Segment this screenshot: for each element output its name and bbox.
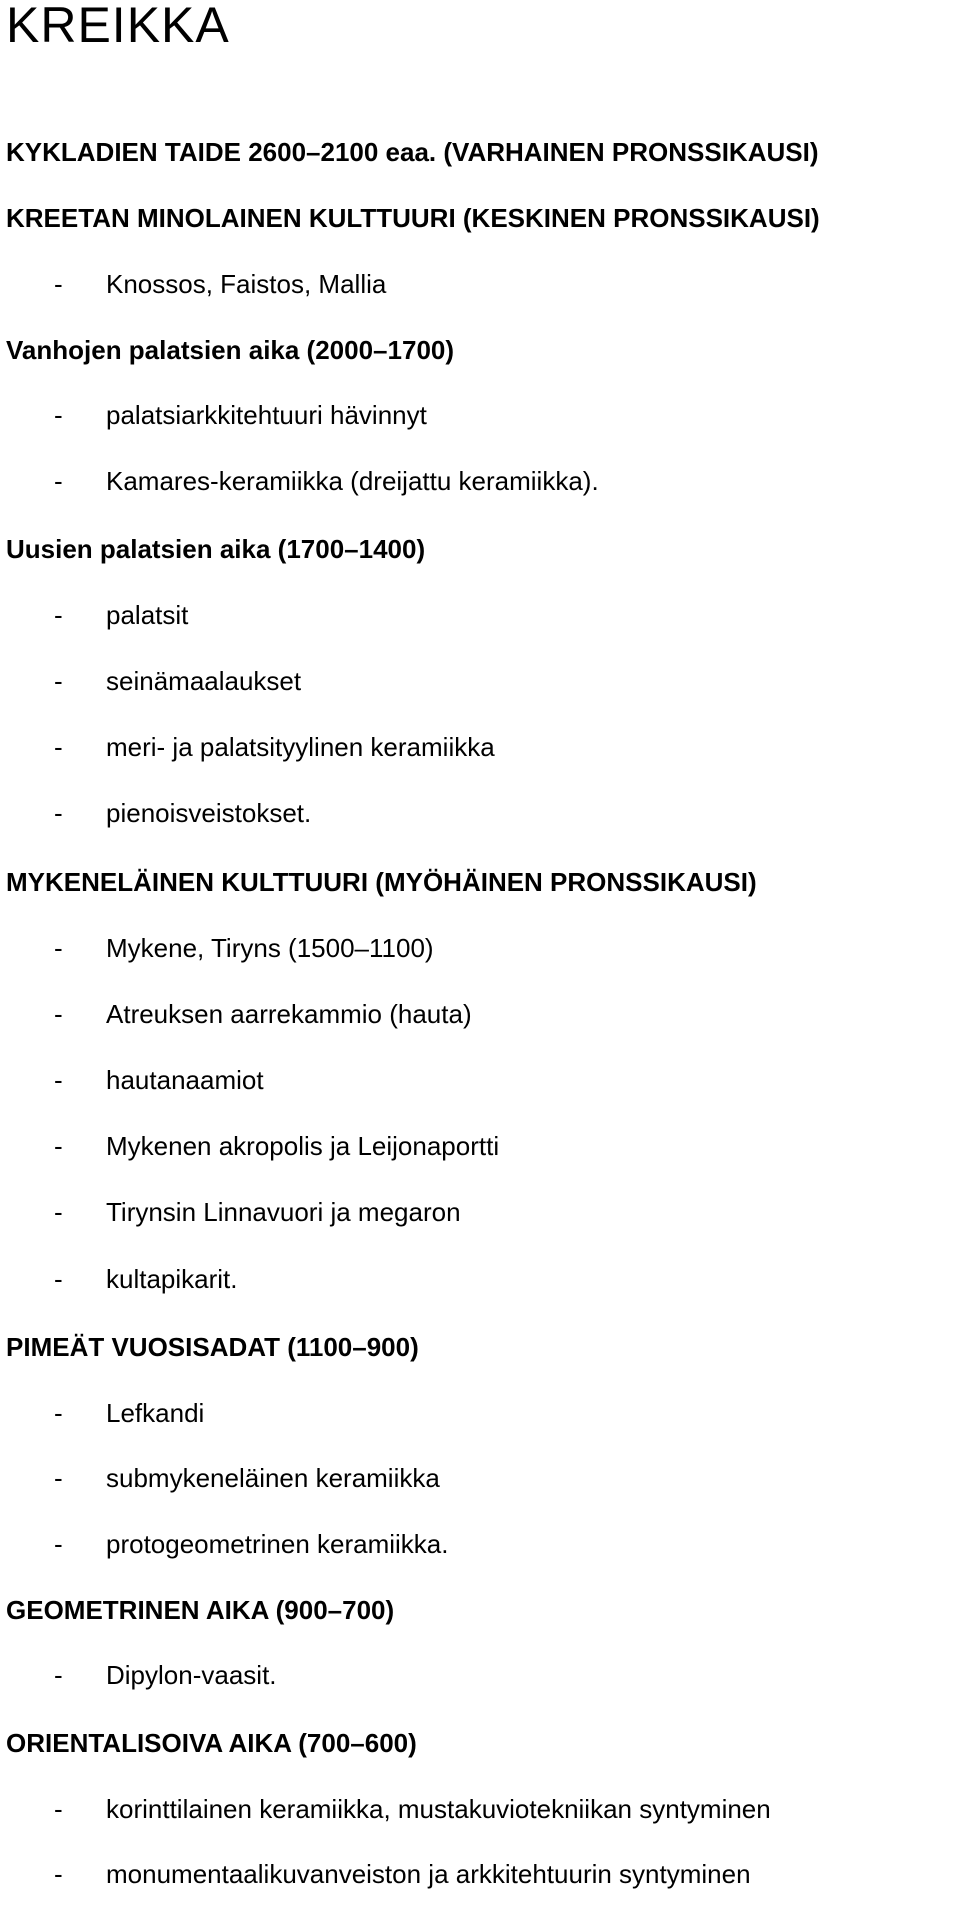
- list-dash: -: [54, 1197, 63, 1227]
- list-dash: -: [54, 732, 63, 762]
- list-dash: -: [54, 1264, 63, 1294]
- list-dash: -: [54, 1463, 63, 1493]
- list-item: [6, 1524, 449, 1564]
- list-dash: -: [54, 1529, 63, 1559]
- list-item-text: palatsit: [106, 600, 189, 630]
- list-item-text: protogeometrinen keramiikka.: [106, 1529, 449, 1559]
- list-dash: -: [54, 1859, 63, 1889]
- list-dash: -: [54, 1065, 63, 1095]
- list-item: [6, 1458, 440, 1498]
- list-item: [6, 395, 427, 435]
- list-item: [6, 1259, 238, 1299]
- list-item: [6, 994, 472, 1034]
- list-item: [6, 928, 434, 968]
- list-dash: -: [54, 1398, 63, 1428]
- list-item-text: seinämaalaukset: [106, 666, 302, 696]
- list-dash: -: [54, 666, 63, 696]
- list-item: [6, 595, 188, 635]
- list-item-text: Mykene, Tiryns (1500–1100): [106, 933, 434, 963]
- list-item-text: Knossos, Faistos, Mallia: [106, 269, 387, 299]
- list-item: [6, 461, 599, 501]
- list-item: [6, 793, 311, 833]
- list-item-text: palatsiarkkitehtuuri hävinnyt: [106, 400, 427, 430]
- list-item-text: Mykenen akropolis ja Leijonaportti: [106, 1131, 500, 1161]
- list-item: [6, 1126, 499, 1166]
- list-item: [6, 727, 495, 767]
- list-item: [6, 1789, 771, 1829]
- list-item: [6, 264, 386, 304]
- document-title: KREIKKA: [6, 0, 230, 53]
- list-item-text: Lefkandi: [106, 1398, 205, 1428]
- list-item: [6, 661, 301, 701]
- list-item: [6, 1854, 751, 1894]
- list-item-text: korinttilainen keramiikka, mustakuviotekniikan syntyminen: [106, 1794, 771, 1824]
- list-item-text: pienoisveistokset.: [106, 798, 312, 828]
- list-dash: -: [54, 1660, 63, 1690]
- list-dash: -: [54, 933, 63, 963]
- list-item-text: kultapikarit.: [106, 1264, 238, 1294]
- section-heading: Vanhojen palatsien aika (2000–1700): [6, 335, 455, 365]
- list-dash: -: [54, 600, 63, 630]
- section-heading: ORIENTALISOIVA AIKA (700–600): [6, 1728, 417, 1758]
- list-item: [6, 1192, 461, 1232]
- list-item: [6, 1393, 204, 1433]
- list-dash: -: [54, 1131, 63, 1161]
- list-dash: -: [54, 798, 63, 828]
- list-item-text: Atreuksen aarrekammio (hauta): [106, 999, 472, 1029]
- list-item-text: submykeneläinen keramiikka: [106, 1463, 440, 1493]
- section-heading: PIMEÄT VUOSISADAT (1100–900): [6, 1332, 419, 1362]
- list-dash: -: [54, 999, 63, 1029]
- list-dash: -: [54, 400, 63, 430]
- list-item-text: hautanaamiot: [106, 1065, 264, 1095]
- list-item-text: Kamares-keramiikka (dreijattu keramiikka).: [106, 466, 599, 496]
- section-heading: KREETAN MINOLAINEN KULTTUURI (KESKINEN PRONSSIKAUSI): [6, 203, 820, 233]
- list-dash: -: [54, 269, 63, 299]
- list-item-text: Dipylon-vaasit.: [106, 1660, 277, 1690]
- section-heading: Uusien palatsien aika (1700–1400): [6, 534, 426, 564]
- list-item-text: meri- ja palatsityylinen keramiikka: [106, 732, 495, 762]
- list-dash: -: [54, 466, 63, 496]
- list-item: [6, 1060, 264, 1100]
- section-heading: KYKLADIEN TAIDE 2600–2100 eaa. (VARHAINEN PRONSSIKAUSI): [6, 137, 819, 167]
- list-dash: -: [54, 1794, 63, 1824]
- list-item-text: Tirynsin Linnavuori ja megaron: [106, 1197, 461, 1227]
- list-item: [6, 1655, 277, 1695]
- section-heading: GEOMETRINEN AIKA (900–700): [6, 1595, 395, 1625]
- section-heading: MYKENELÄINEN KULTTUURI (MYÖHÄINEN PRONSSIKAUSI): [6, 867, 757, 897]
- list-item-text: monumentaalikuvanveiston ja arkkitehtuurin syntyminen: [106, 1859, 751, 1889]
